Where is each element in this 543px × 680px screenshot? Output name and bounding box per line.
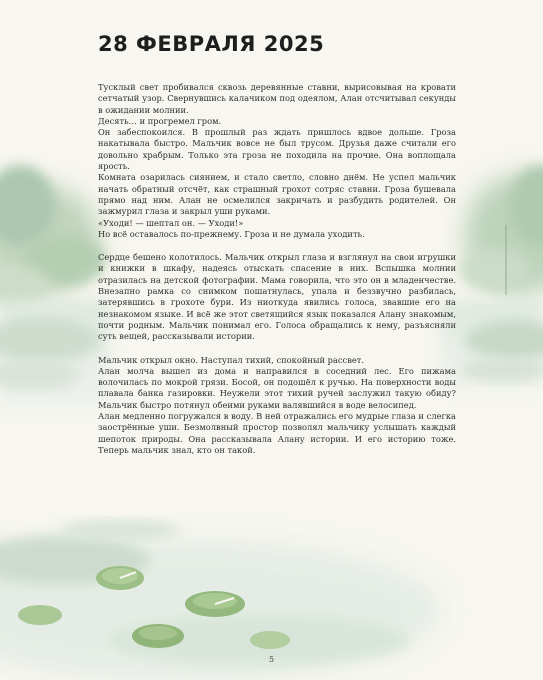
text-section-1 [98, 82, 456, 240]
article [98, 30, 456, 468]
left-tree-cluster [0, 165, 105, 305]
paragraph: Алан молча вышел из дома и направился в соседний лес. Его пижама волочилась по мокрой грязи. Босой, он подошёл к ручью. На поверхности воды плавала банка газировки. Неужели этот тихий ручей заслужил такую обиду? Мальчик быстро потянул обеими руками валявшийся в воде велосипед. [98, 365, 456, 410]
right-tree-cluster [460, 165, 543, 295]
paragraph: Сердце бешено колотилось. Мальчик открыл глаза и взглянул на свои игрушки и книжки в шкафу, надеясь отыскать спасение в них. Вспышка молнии отразилась на детской фотографии. Мама говорила, что это он в младенчестве. Внезапно рамка со снимком пошатнулась, упала и беззвучно разбилась, затерявшись в грохоте бури. Из ниоткуда явились голоса, звавшие его на незнакомом языке. И всё же этот светящийся язык показался Алану знакомым, почти родным. Мальчик понимал его. Голоса обращались к нему, разъясняли суть вещей, рассказывали истории. [98, 252, 456, 342]
paragraph: Десять… и прогремел гром. [98, 115, 222, 126]
left-water-reflection [0, 300, 110, 410]
text-section-2 [98, 252, 456, 342]
paragraph: Он забеспокоился. В прошлый раз ждать пришлось вдвое дольше. Гроза накатывала быстро. Мальчик вовсе не был трусом. Друзья даже считали его довольно храбрым. Только эта гроза не походила на прочие. Она воплощала ярость. [98, 127, 456, 172]
paragraph: Но всё оставалось по-прежнему. Гроза и не думала уходить. [98, 228, 365, 239]
paragraph: «Уходи! — шептал он. — Уходи!» [98, 217, 244, 228]
paragraph: Комната озарилась сиянием, и стало светло, словно днём. Не успел мальчик начать обратный отсчёт, как страшный грохот сотряс ставни. Гроза бушевала прямо над ним. Алан не осмелился закричать и разбудить родителей. Он зажмурил глаза и закрыл уши руками. [98, 172, 456, 217]
chapter-date-title: 28 ФЕВРАЛЯ 2025 [98, 32, 325, 56]
paragraph: Мальчик открыл окно. Наступал тихий, спокойный рассвет. [98, 354, 365, 365]
paragraph: Алан медленно погружался в воду. В ней отражались его мудрые глаза и слегка заострённые уши. Безмолвный простор позволял мальчику услышать каждый шепоток природы. Она рассказывала Алану истории. И его историю тоже. Теперь мальчик знал, кто он такой. [98, 411, 456, 455]
page-number: 5 [268, 655, 275, 664]
paragraph: Тусклый свет пробивался сквозь деревянные ставни, вырисовывая на кровати сетчатый узор. Свернувшись калачиком под одеялом, Алан отсчитывал секунды в ожидании молнии. [98, 82, 456, 115]
text-section-3 [98, 355, 456, 457]
